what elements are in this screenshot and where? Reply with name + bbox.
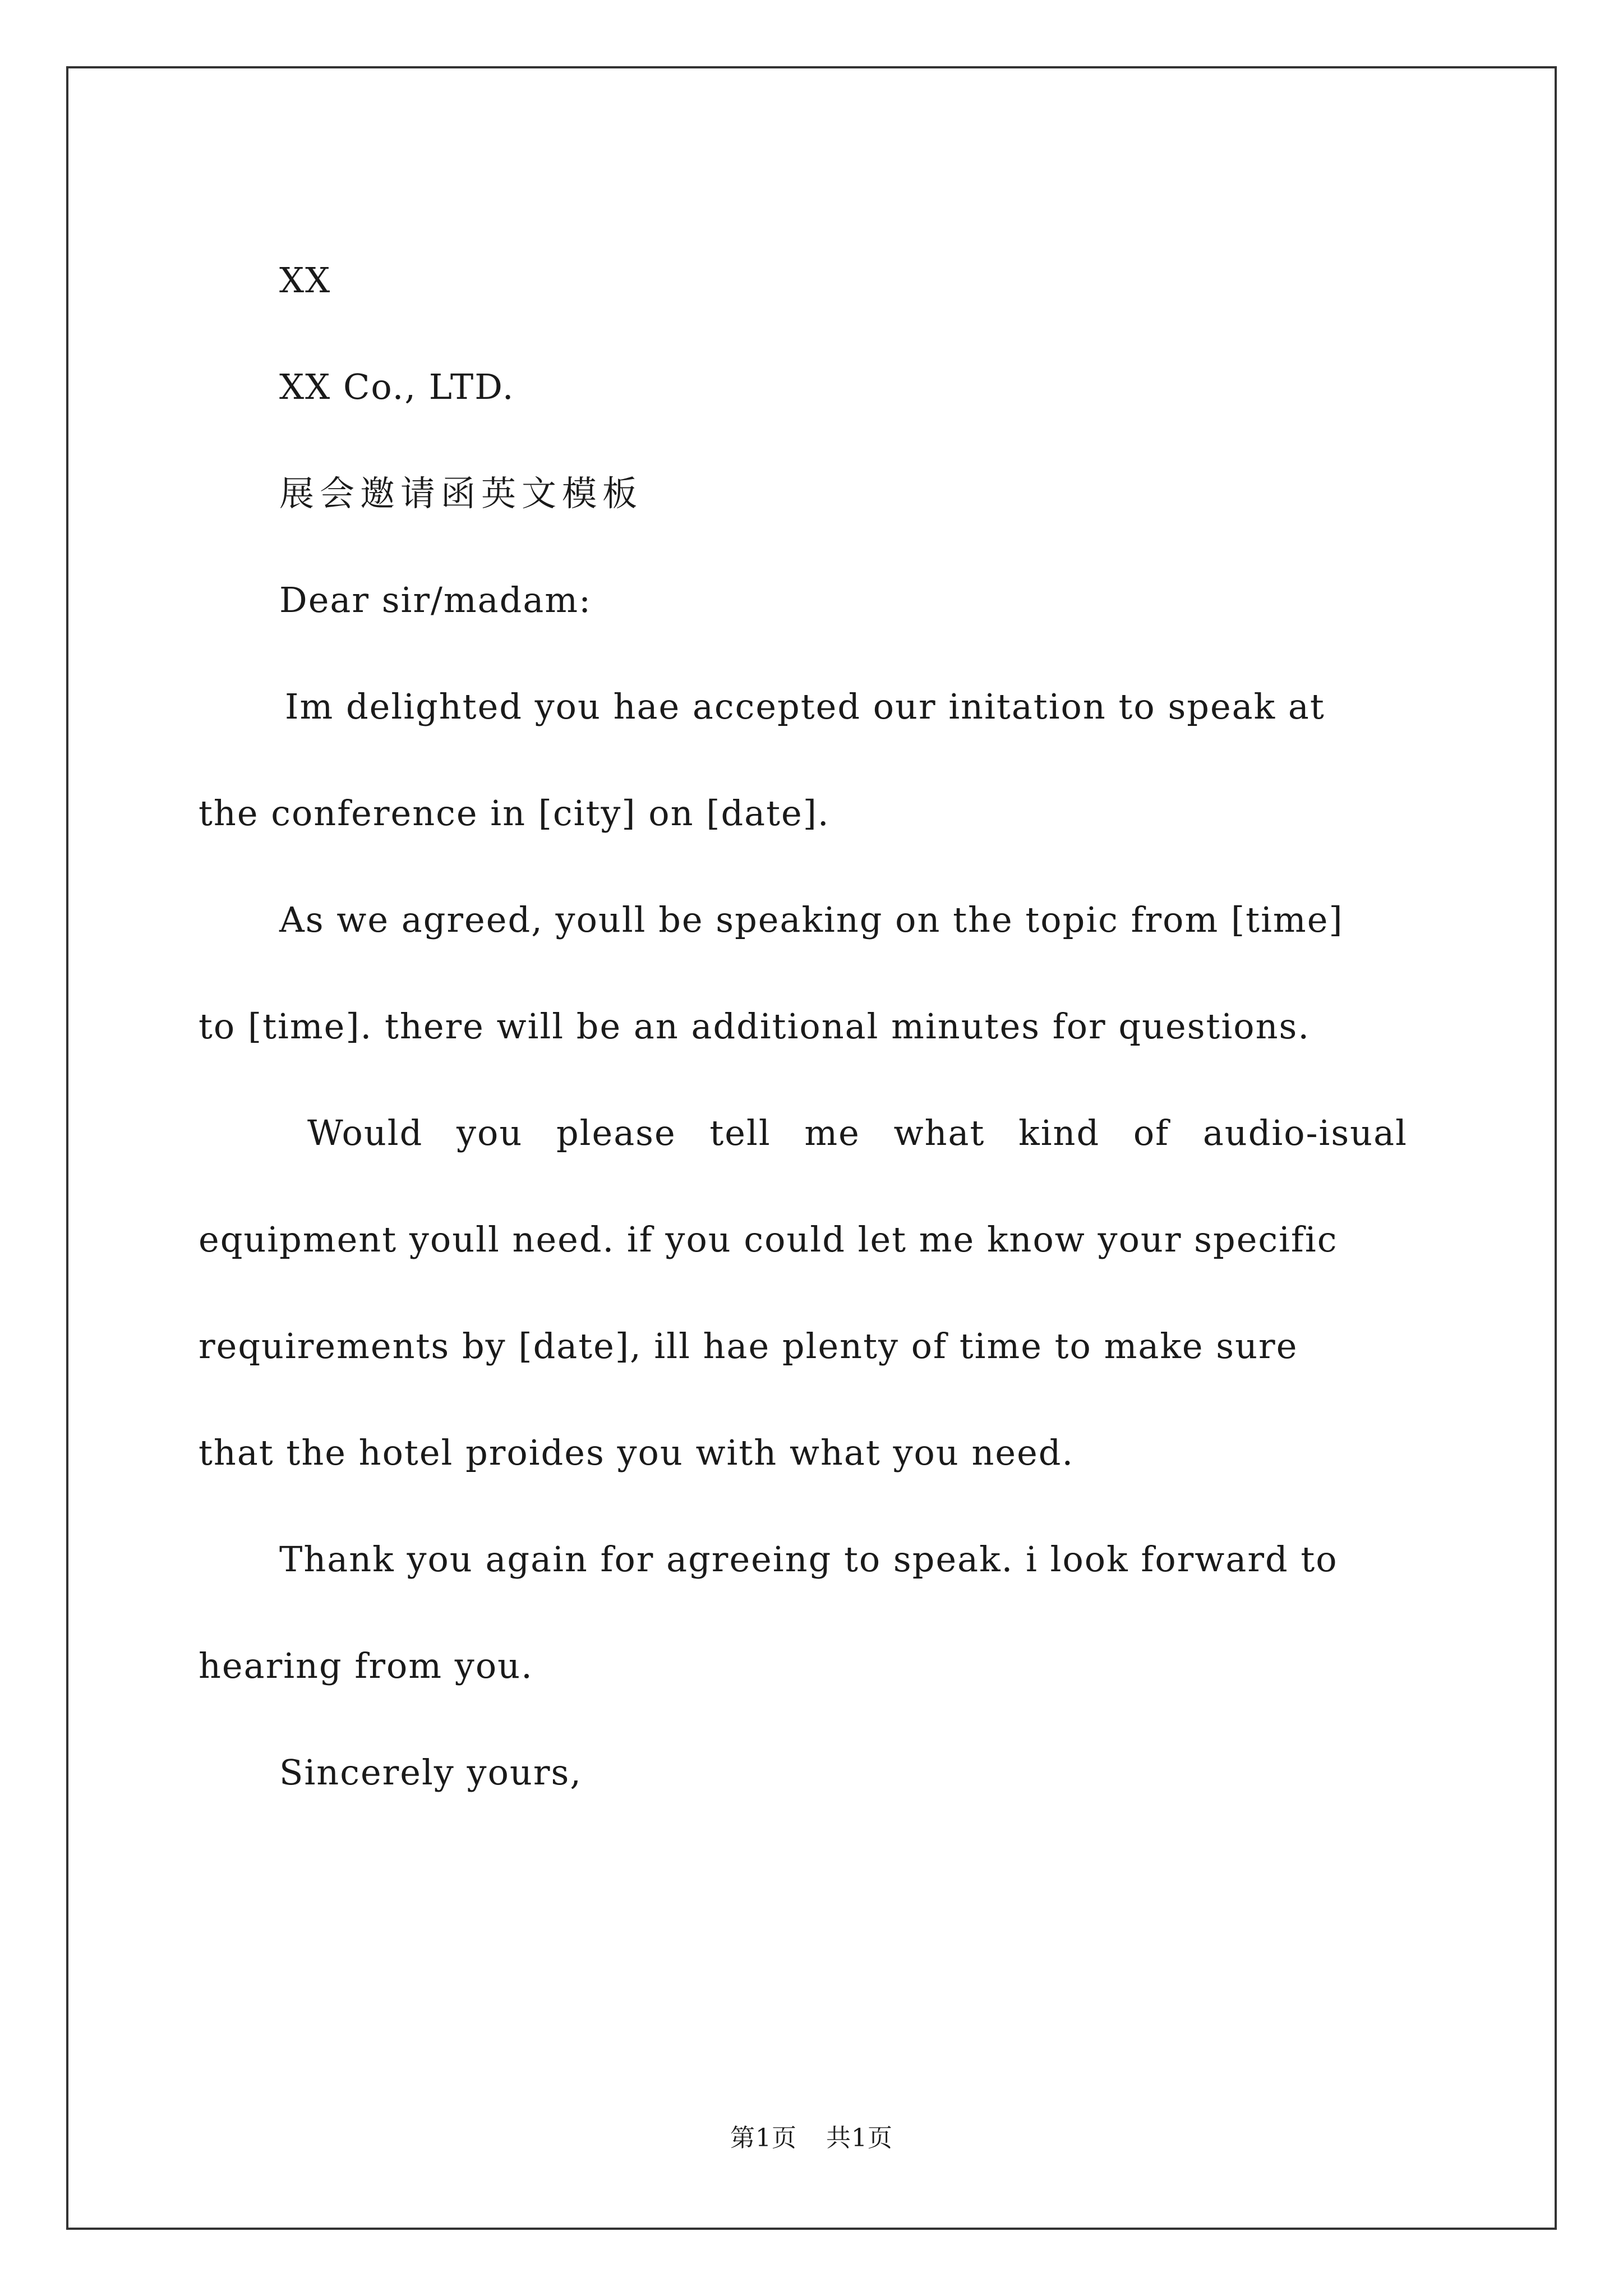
company-line: XX Co., LTD. (279, 366, 515, 407)
recipient-line: XX (279, 260, 331, 301)
paragraph-4 (199, 1506, 1438, 1719)
paragraph-line: Would you please tell me what kind of audio-isual (307, 1112, 1408, 1153)
paragraph-line: requirements by [date], ill hae plenty of time to make sure (199, 1326, 1298, 1366)
paragraph-line: hearing from you. (199, 1645, 533, 1686)
letter-title: 展会邀请函英文模板 (279, 473, 643, 514)
page-footer (0, 2118, 1623, 2154)
closing: Sincerely yours, (279, 1752, 582, 1793)
page-number-total: 共1页 (826, 2124, 893, 2152)
salutation: Dear sir/madam: (279, 579, 592, 620)
paragraph-line: Im delighted you hae accepted our initation to speak at (285, 686, 1325, 727)
paragraph-line: equipment youll need. if you could let me know your specific (199, 1219, 1338, 1260)
paragraph-line: to [time]. there will be an additional minutes for questions. (199, 1006, 1311, 1047)
paragraph-1 (199, 654, 1438, 867)
paragraph-line: that the hotel proides you with what you need. (199, 1432, 1075, 1473)
paragraph-2 (199, 867, 1438, 1080)
page-number-current: 第1页 (730, 2124, 797, 2152)
paragraph-3 (199, 1080, 1438, 1506)
letter-body (199, 227, 1438, 1826)
paragraph-line: As we agreed, youll be speaking on the topic from [time] (279, 899, 1344, 940)
paragraph-line: the conference in [city] on [date]. (199, 793, 830, 834)
paragraph-line: Thank you again for agreeing to speak. i look forward to (279, 1539, 1338, 1580)
